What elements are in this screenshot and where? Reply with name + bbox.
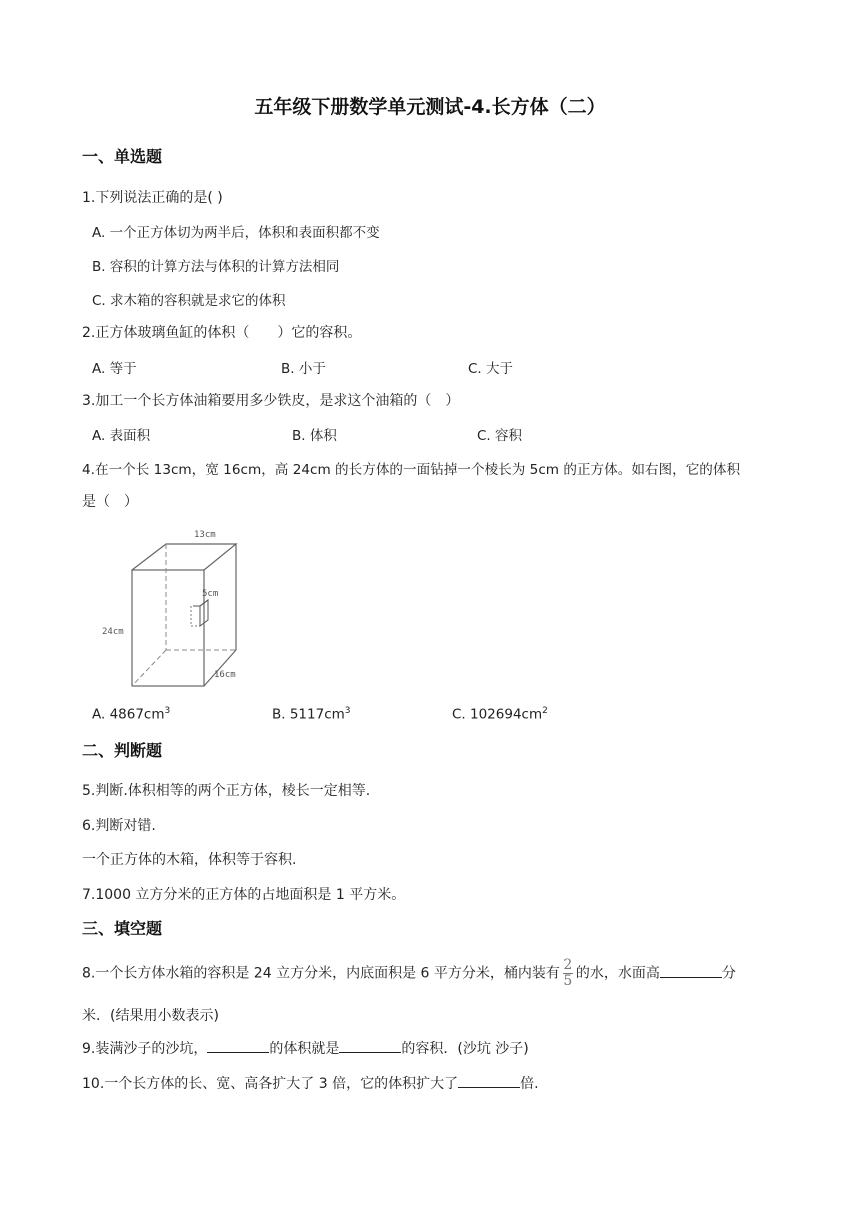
label-width: 16cm [214, 670, 236, 680]
question-4-option-c [452, 706, 548, 723]
question-9-text-1: 9.装满沙子的沙坑， [82, 1041, 208, 1057]
question-1-option-c: C. 求木箱的容积就是求它的体积 [92, 293, 286, 309]
question-9-text-3: 的容积．(沙坑 沙子) [401, 1041, 529, 1057]
label-height: 24cm [102, 627, 124, 637]
question-8-answer-blank[interactable] [660, 965, 722, 978]
question-4-option-a-exponent: 3 [164, 706, 171, 716]
question-4-option-c-exponent: 2 [542, 706, 548, 716]
question-10-text-2: 倍. [520, 1076, 539, 1092]
question-6-statement: 一个正方体的木箱，体积等于容积. [82, 852, 297, 868]
question-4-stem-line2: 是（ ） [82, 494, 138, 510]
section-heading-fill-blank: 三、填空题 [82, 919, 163, 938]
question-2-option-c: C. 大于 [468, 361, 514, 377]
cuboid-figure [100, 522, 260, 692]
question-2-stem: 2.正方体玻璃鱼缸的体积（ ）它的容积。 [82, 325, 362, 341]
question-3-stem: 3.加工一个长方体油箱要用多少铁皮，是求这个油箱的（ ） [82, 393, 460, 409]
question-9-stem [82, 1038, 529, 1058]
question-9-answer-blank-1[interactable] [207, 1040, 269, 1053]
cuboid-front-face [132, 570, 204, 686]
question-1-option-b: B. 容积的计算方法与体积的计算方法相同 [92, 259, 340, 275]
question-10-stem [82, 1073, 539, 1093]
question-4-option-b-text: B. 5117cm [272, 706, 345, 723]
cuboid-top-face [132, 544, 236, 570]
question-7-stem: 7.1000 立方分米的正方体的占地面积是 1 平方米。 [82, 887, 406, 903]
question-3-option-a: A. 表面积 [92, 428, 151, 444]
question-6-stem: 6.判断对错. [82, 818, 156, 834]
question-4-option-a [92, 706, 170, 723]
cuboid-hidden-depth-edge [132, 650, 166, 686]
question-8-stem-line1 [82, 958, 736, 989]
question-10-answer-blank[interactable] [458, 1075, 520, 1088]
question-8-text-3: 分 [721, 965, 736, 982]
page-title: 五年级下册数学单元测试-4.长方体（二） [254, 96, 606, 118]
question-3-option-c: C. 容积 [477, 428, 523, 444]
fraction-two-fifths [563, 958, 573, 989]
question-1-option-a: A. 一个正方体切为两半后，体积和表面积都不变 [92, 225, 380, 241]
question-8-text-1: 8.一个长方体水箱的容积是 24 立方分米，内底面积是 6 平方分米，桶内装有 [82, 965, 560, 982]
question-4-option-b [272, 706, 351, 723]
question-5-stem: 5.判断.体积相等的两个正方体，棱长一定相等. [82, 783, 371, 799]
fraction-denominator: 5 [563, 973, 573, 989]
question-9-answer-blank-2[interactable] [339, 1040, 401, 1053]
question-3-option-b: B. 体积 [292, 428, 337, 444]
question-4-option-c-text: C. 102694cm [452, 706, 543, 723]
cuboid-bottom-right-edge [204, 650, 236, 686]
question-8-stem-line2: 米．(结果用小数表示) [82, 1008, 219, 1024]
section-heading-true-false: 二、判断题 [82, 741, 163, 760]
label-cube-edge: 5cm [202, 589, 219, 599]
question-4-option-a-text: A. 4867cm [92, 706, 165, 723]
question-2-option-b: B. 小于 [281, 361, 326, 377]
question-4-stem-line1: 4.在一个长 13cm，宽 16cm，高 24cm 的长方体的一面钻掉一个棱长为 5cm 的正方体。如右图，它的体积 [82, 462, 741, 478]
question-9-text-2: 的体积就是 [269, 1041, 340, 1057]
question-2-option-a: A. 等于 [92, 361, 137, 377]
fraction-numerator: 2 [563, 957, 573, 973]
section-heading-single-choice: 一、单选题 [82, 147, 163, 166]
question-1-stem: 1.下列说法正确的是( ) [82, 190, 223, 206]
question-8-text-2: 的水，水面高 [575, 965, 660, 982]
label-length: 13cm [194, 530, 216, 540]
question-10-text-1: 10.一个长方体的长、宽、高各扩大了 3 倍，它的体积扩大了 [82, 1076, 459, 1092]
question-4-option-b-exponent: 3 [344, 706, 351, 716]
